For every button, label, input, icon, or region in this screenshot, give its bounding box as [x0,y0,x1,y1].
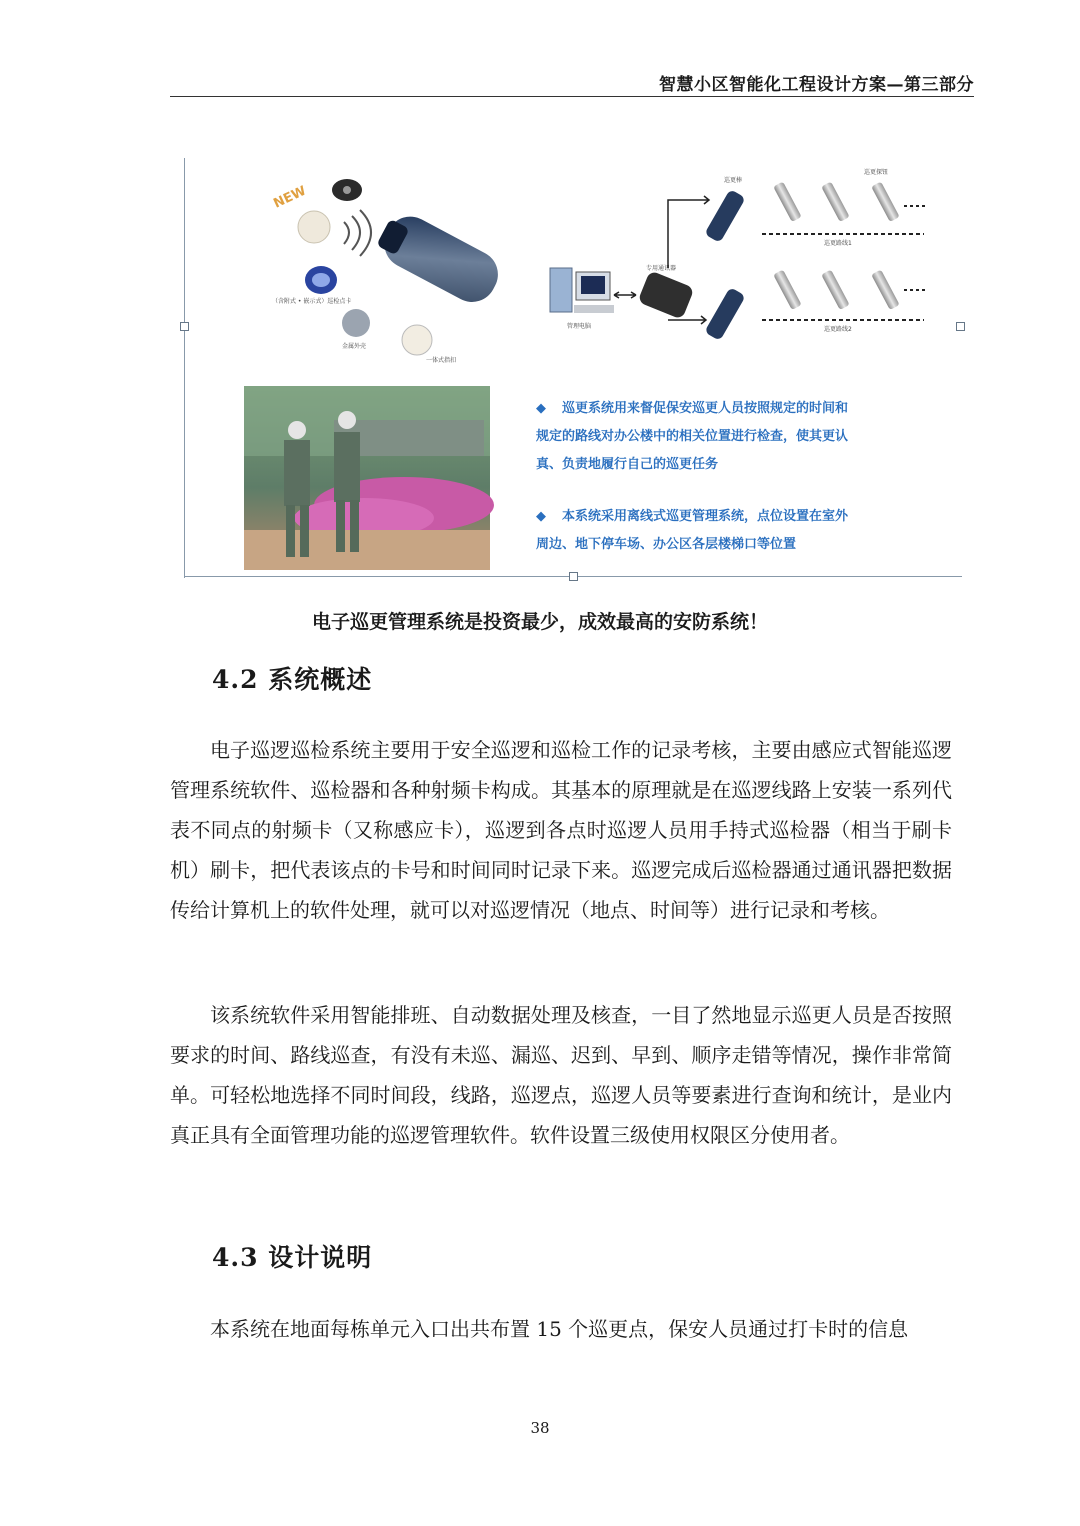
new-badge: NEW [271,183,309,212]
bullet-1 [535,400,848,472]
label-pc: 管理电脑 [567,323,592,330]
figure-caption: 电子巡更管理系统是投资最少，成效最高的安防系统！ [311,611,768,633]
bullet-2 [536,508,849,552]
paragraph-4-3-1: 本系统在地面每栋单元入口出共布置 15 个巡更点，保安人员通过打卡时的信息 [210,1317,909,1341]
bullet-2-symbol: ◆ [536,509,546,524]
bullet-2-line-1: 本系统采用离线式巡更管理系统，点位设置在室外 [562,509,849,524]
bullet-1-line-2: 规定的路线对办公楼中的相关位置进行检查，使其更认 [536,429,849,444]
probes-row-1 [773,182,928,222]
label-route2: 巡更路线2 [824,326,852,333]
label-left-bottom-a: 金属外壳 [342,343,367,350]
section-heading-4-2: 4.2 系统概述 [212,665,373,694]
figure-illustration [184,150,962,578]
header-title: 智慧小区智能化工程设计方案—第三部分 [659,75,974,95]
bullet-1-line-1: 巡更系统用来督促保安巡更人员按照规定的时间和 [562,401,849,416]
label-probe: 巡更棒 [724,177,743,184]
bullet-1-line-3: 真、负责地履行自己的巡更任务 [536,457,719,472]
section-heading-4-3: 4.3 设计说明 [212,1243,373,1272]
figure-frame [184,150,962,578]
header-rule [170,96,974,97]
label-comm: 专用通讯器 [646,265,677,272]
guards-photo [244,386,494,570]
label-route1: 巡更路线1 [824,240,852,247]
pc-monitor [550,268,572,312]
comm-device [637,270,694,320]
probes-row-2 [773,270,928,310]
card-reader-disc [298,211,330,243]
label-left-bottom-b: 一体式指扣 [426,357,457,364]
bullet-1-symbol: ◆ [536,401,546,416]
page-number: 38 [530,1419,550,1437]
label-left-mid: （含附式 • 嵌示式）巡检点卡 [272,298,352,305]
paragraph-4-2-2: 该系统软件采用智能排班、自动数据处理及核查，一目了然地显示巡更人员是否按照要求的时间、路线巡查，有没有未巡、漏巡、迟到、早到、顺序走错等情况，操作非常简单。可轻松地选择不同时间段，线路，巡逻点，巡逻人员等要素进行查询和统计，是业内真正具有全面管理功能的巡逻管理软件。软件设置三级使用权限区分使用者。 [170,1003,952,1147]
label-point: 巡更探钮 [864,169,889,176]
paragraph-4-2-1: 电子巡逻巡检系统主要用于安全巡逻和巡检工作的记录考核，主要由感应式智能巡逻管理系统软件、巡检器和各种射频卡构成。其基本的原理就是在巡逻线路上安装一系列代表不同点的射频卡（又称感应卡），巡逻到各点时巡逻人员用手持式巡检器（相当于刷卡机）刷卡，把代表该点的卡号和时间同时记录下来。巡逻完成后巡检器通过通讯器把数据传给计算机上的软件处理，就可以对巡逻情况（地点、时间等）进行记录和考核。 [170,738,952,922]
bullet-2-line-2: 周边、地下停车场、办公区各层楼梯口等位置 [536,537,797,552]
new-badge-text [271,184,308,212]
